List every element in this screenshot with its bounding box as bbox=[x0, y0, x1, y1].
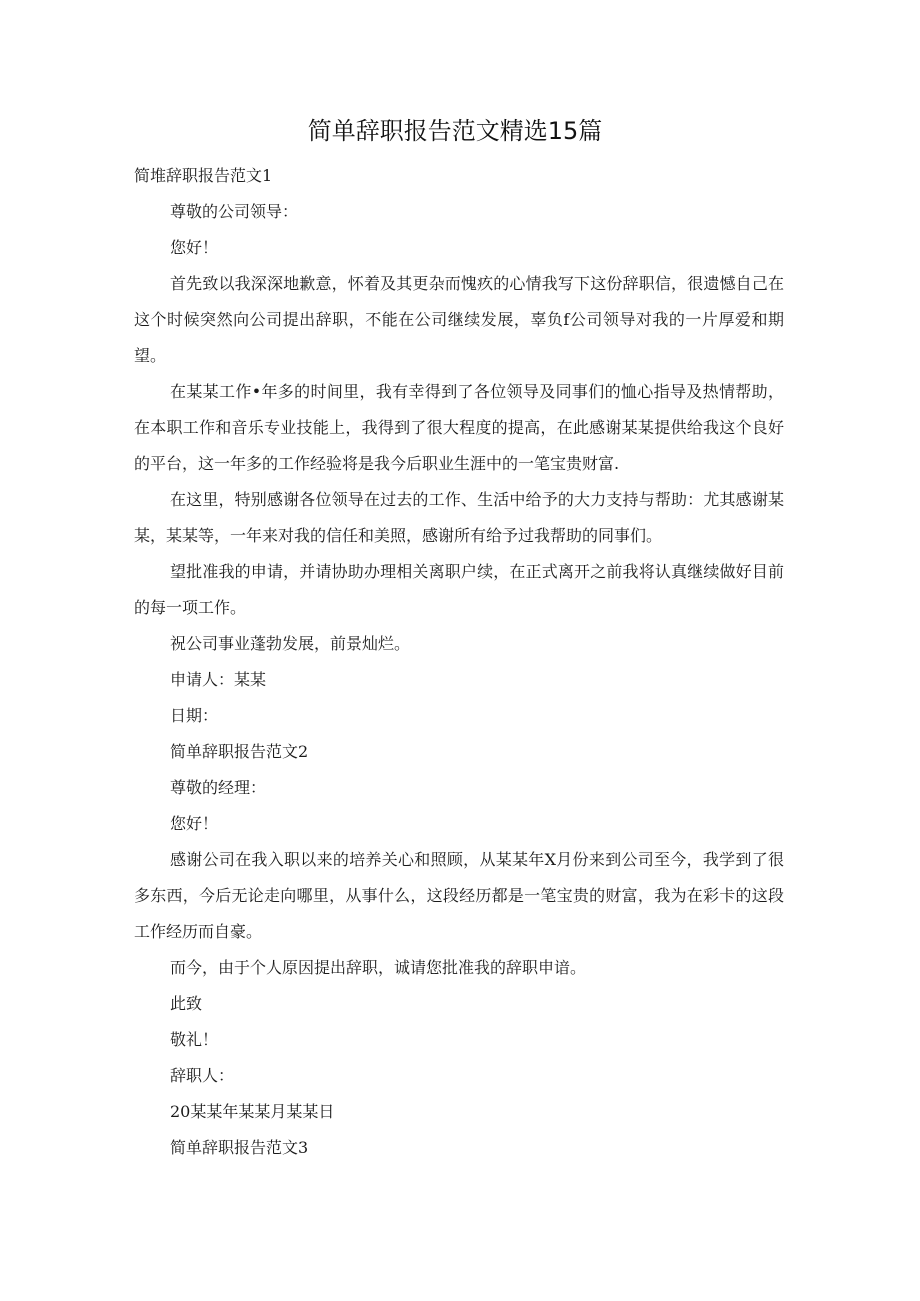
document-title: 简单辞职报告范文精选15篇 bbox=[307, 117, 603, 145]
document-body bbox=[134, 158, 784, 1166]
date-2: 20某某年某某月某某日 bbox=[170, 1102, 335, 1121]
wish-1: 祝公司事业蓬勃发展，前景灿烂。 bbox=[170, 634, 411, 653]
greeting-2: 您好！ bbox=[170, 814, 219, 833]
signer-2: 辞职人： bbox=[170, 1066, 235, 1085]
closing-2-2: 敬礼！ bbox=[170, 1030, 219, 1049]
paragraph-1-2: 在某某工作•年多的时间里，我有幸得到了各位领导及同事们的恤心指导及热情帮助，在本职工作和音乐专业技能上，我得到了很大程度的提高，在此感谢某某提供给我这个良好的平台，这一年多的工作经验将是我今后职业生涯中的一笔宝贵财富. bbox=[134, 382, 784, 473]
section-heading-2: 简单辞职报告范文2 bbox=[170, 742, 309, 761]
section-heading-3: 简单辞职报告范文3 bbox=[170, 1138, 309, 1157]
paragraph-1-3: 在这里，特别感谢各位领导在过去的工作、生活中给予的大力支持与帮助：尤其感谢某某，某某等，一年来对我的信任和美照，感谢所有给予过我帮助的同事们。 bbox=[134, 490, 784, 545]
closing-2-1: 此致 bbox=[170, 994, 203, 1013]
paragraph-2-2: 而今，由于个人原因提出辞职，诚请您批准我的辞职申谙。 bbox=[170, 958, 587, 977]
paragraph-1-1: 首先致以我深深地歉意，怀着及其更杂而愧疚的心情我写下这份辞职信，很遗憾自己在这个时候突然向公司提出辞职，不能在公司继续发展，辜负f公司领导对我的一片厚爱和期望。 bbox=[134, 274, 784, 365]
salutation-2: 尊敬的经理： bbox=[170, 778, 267, 797]
section-heading-1: 简堆辞职报告范文1 bbox=[134, 166, 273, 185]
paragraph-1-4: 望批准我的申请，并请协助办理相关离职户续，在正式离开之前我将认真继续做好目前的每一项工作。 bbox=[134, 562, 784, 617]
paragraph-2-1: 感谢公司在我入职以来的培养关心和照顾，从某某年X月份来到公司至今，我学到了很多东西，今后无论走向哪里，从事什么，这段经历都是一笔宝贵的财富，我为在彩卡的这段工作经历而自豪。 bbox=[134, 850, 784, 941]
applicant-1: 申请人：某某 bbox=[170, 670, 267, 689]
salutation-1: 尊敬的公司领导： bbox=[170, 202, 299, 221]
greeting-1: 您好！ bbox=[170, 238, 219, 257]
date-1: 日期： bbox=[170, 706, 219, 725]
